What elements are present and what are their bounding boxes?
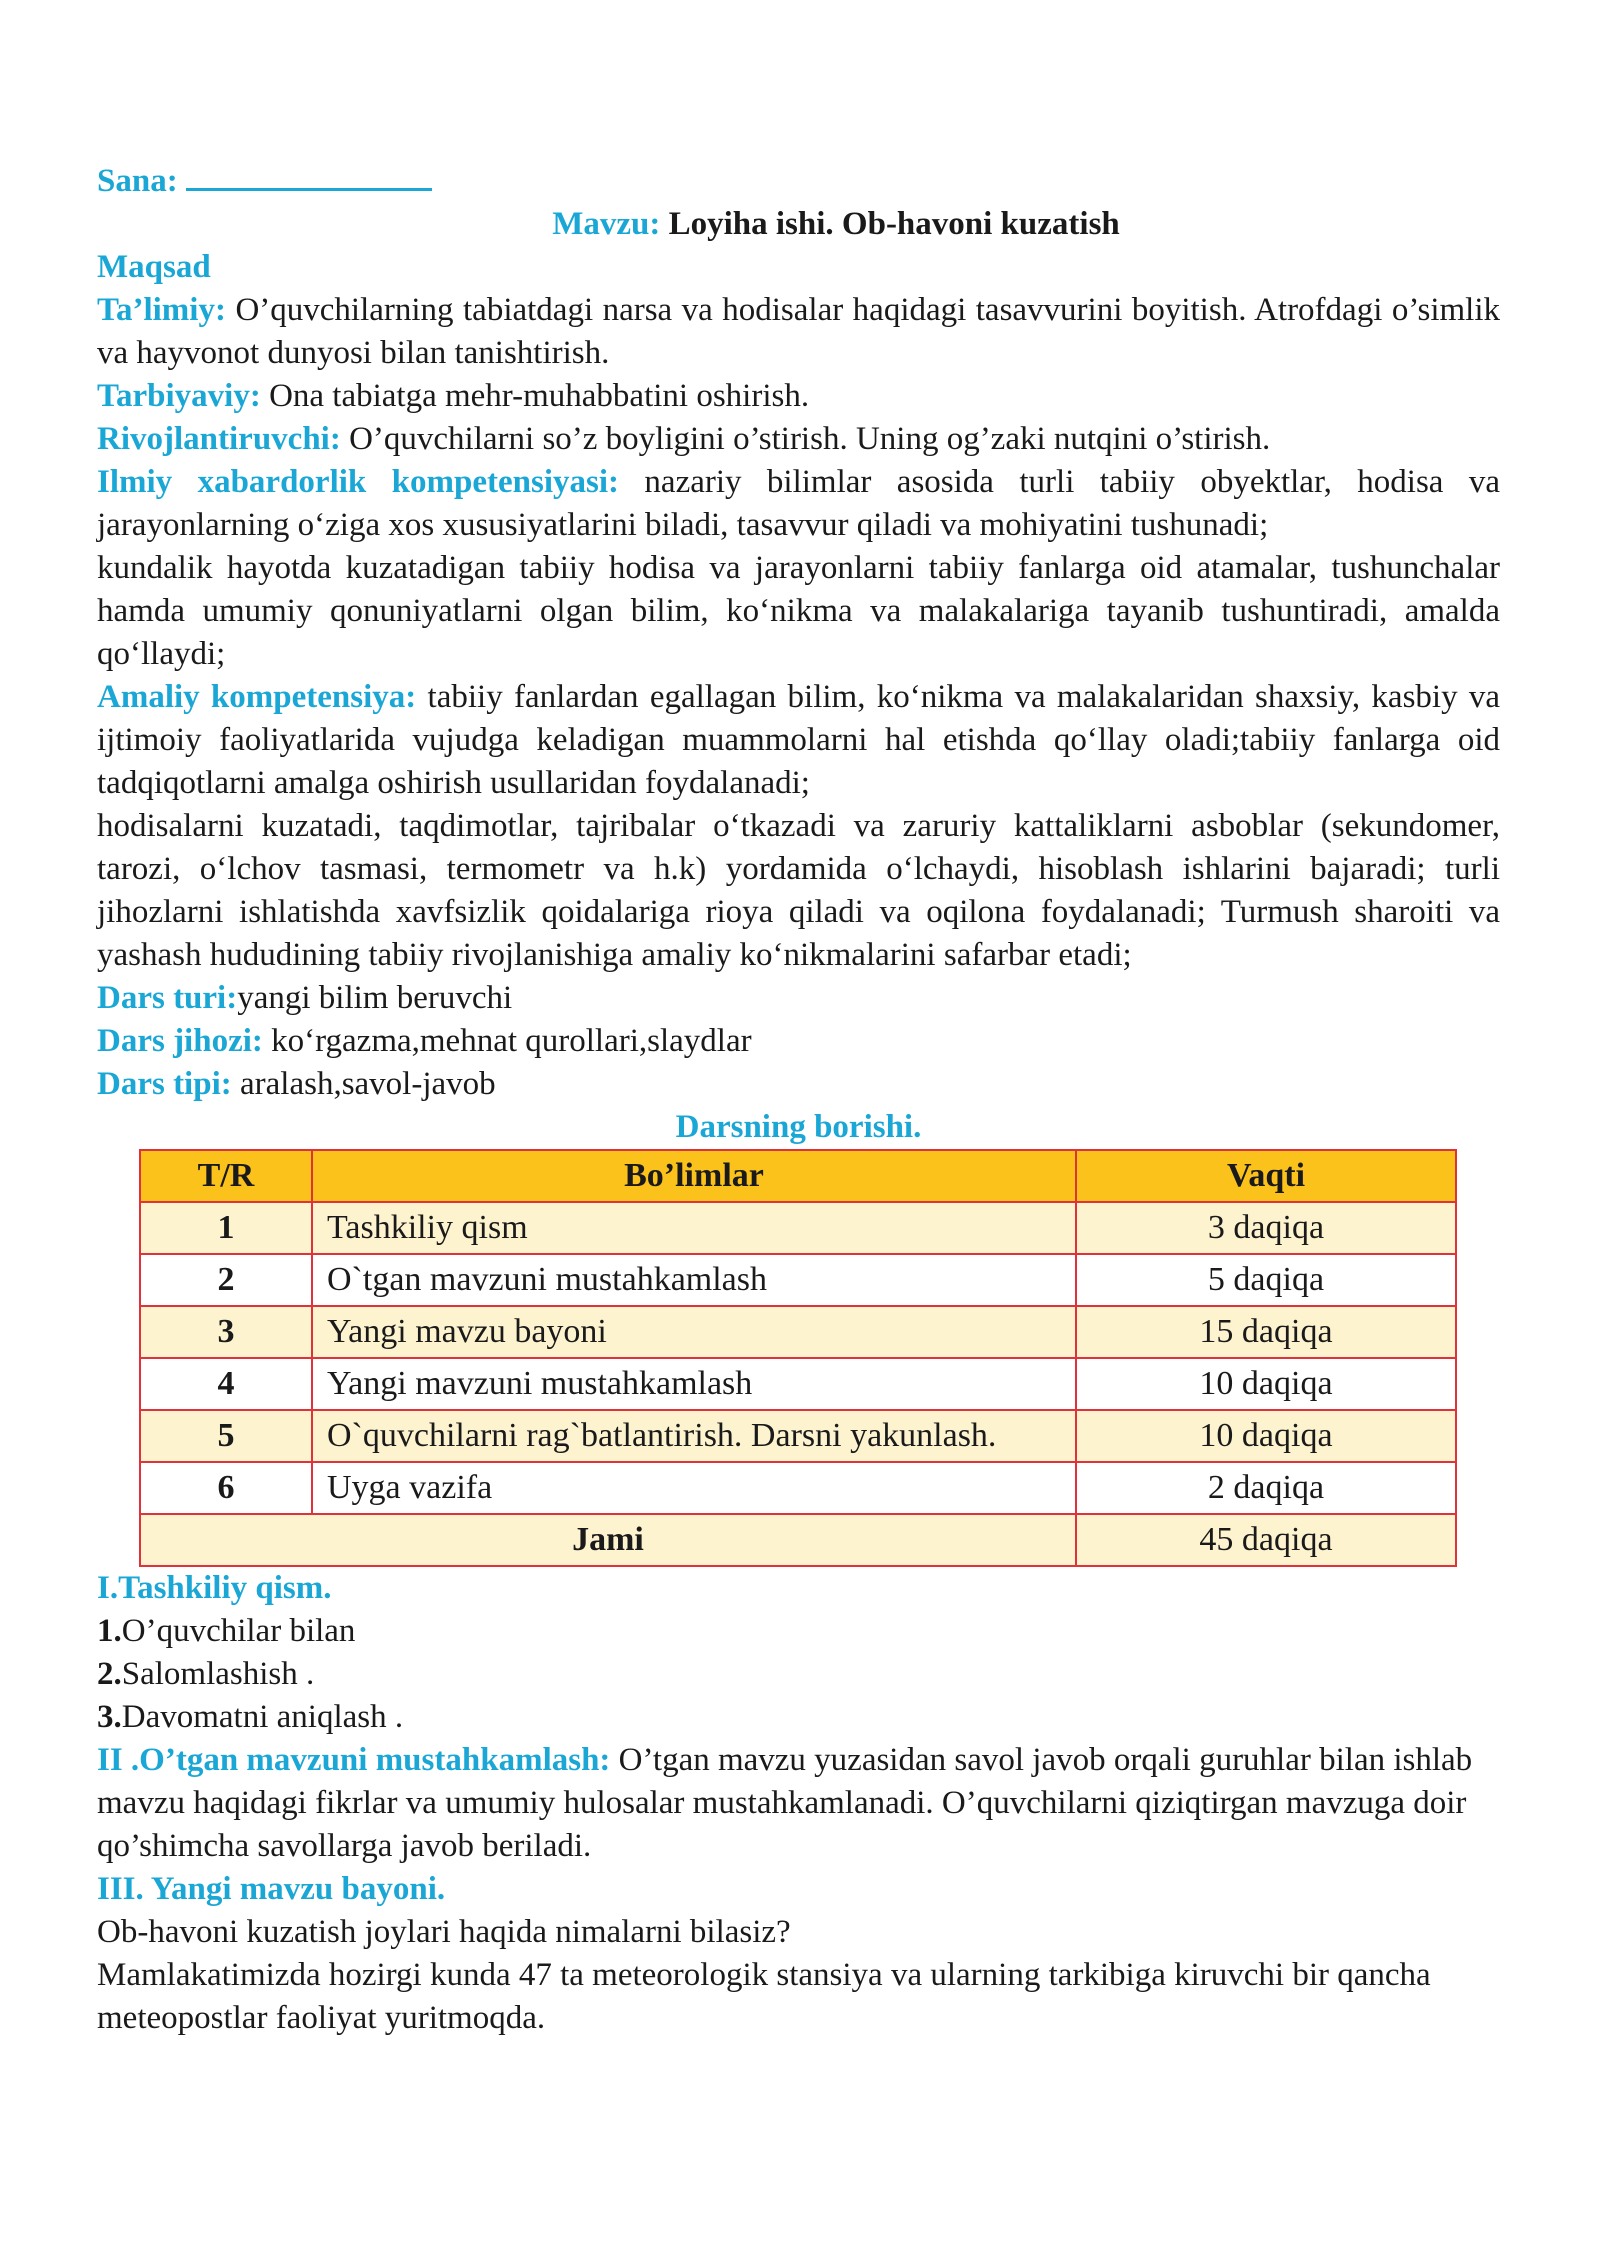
- date-blank: [186, 160, 432, 191]
- row-number: 2: [140, 1254, 312, 1306]
- header-number: T/R: [140, 1150, 312, 1202]
- section-2: [97, 1739, 1500, 1868]
- upbringing-goal-label: Tarbiyaviy:: [97, 378, 261, 414]
- list-item-number: 2.: [97, 1656, 122, 1692]
- developmental-goal: [97, 418, 1500, 461]
- section-2-heading: II .O’tgan mavzuni mustahkamlash:: [97, 1742, 611, 1778]
- row-number: 4: [140, 1358, 312, 1410]
- upbringing-goal: [97, 375, 1500, 418]
- total-label: Jami: [140, 1514, 1076, 1566]
- practical-competence-cont: hodisalarni kuzatadi, taqdimotlar, tajribalar o‘tkazadi va zaruriy kattaliklarni asboblar (sekundomer, tarozi, o‘lchov tasmasi, termometr va h.k) yordamida o‘lchaydi, hisoblash ishlarini bajaradi; turli jihozlarni ishlatishda xavfsizlik qoidalariga rioya qiladi va oqilona foydalanadi; Turmush sharoiti va yashash hududining tabiiy rivojlanishiga amaliy ko‘nikmalarini safarbar etadi;: [97, 808, 1500, 973]
- list-item: [97, 1696, 1500, 1739]
- scientific-competence: [97, 461, 1500, 547]
- section-3-heading: III. Yangi mavzu bayoni.: [97, 1871, 446, 1907]
- header-sections: Bo’limlar: [312, 1150, 1076, 1202]
- topic-title: Loyiha ishi. Ob-havoni kuzatish: [668, 206, 1120, 242]
- topic-label: Mavzu:: [552, 206, 661, 242]
- list-item: [97, 1653, 1500, 1696]
- upbringing-goal-text: Ona tabiatga mehr-muhabbatini oshirish.: [269, 378, 810, 414]
- list-item-text: Davomatni aniqlash .: [121, 1699, 404, 1735]
- list-item-text: O’quvchilar bilan: [121, 1613, 356, 1649]
- list-item-number: 1.: [97, 1613, 122, 1649]
- section-1-heading: I.Tashkiliy qism.: [97, 1570, 332, 1606]
- table-row: [140, 1462, 1456, 1514]
- practical-competence-label: Amaliy kompetensiya:: [97, 679, 417, 715]
- table-row: [140, 1358, 1456, 1410]
- goal-heading: Maqsad: [97, 249, 211, 285]
- row-section: O`tgan mavzuni mustahkamlash: [312, 1254, 1076, 1306]
- scientific-competence-text-1: nazariy bilimlar asosida turli tabiiy obyektlar, hodisa va jarayonlarning o‘ziga xos xususiyatlarini biladi, tasavvur qiladi va mohiyatini tushunadi;: [97, 464, 1500, 543]
- table-row: [140, 1202, 1456, 1254]
- row-time: 10 daqiqa: [1076, 1410, 1456, 1462]
- date-label: Sana:: [97, 163, 178, 199]
- lesson-equipment-label: Dars jihozi:: [97, 1023, 263, 1059]
- row-section: Yangi mavzuni mustahkamlash: [312, 1358, 1076, 1410]
- table-row: [140, 1410, 1456, 1462]
- scientific-competence-cont: kundalik hayotda kuzatadigan tabiiy hodisa va jarayonlarni tabiiy fanlarga oid atamalar, tushunchalar hamda umumiy qonuniyatlarni olgan bilim, ko‘nikma va malakalariga tayanib tushuntiradi, amalda qo‘llaydi;: [97, 550, 1500, 672]
- section-3-question: Ob-havoni kuzatish joylari haqida nimalarni bilasiz?: [97, 1914, 791, 1950]
- row-time: 2 daqiqa: [1076, 1462, 1456, 1514]
- list-item-text: Salomlashish .: [121, 1656, 315, 1692]
- lesson-type-label: Dars turi:: [97, 980, 238, 1016]
- educational-goal-text: O’quvchilarning tabiatdagi narsa va hodisalar haqidagi tasavvurini boyitish. Atrofdagi o’simlik va hayvonot dunyosi bilan tanishtirish.: [97, 292, 1501, 371]
- row-time: 5 daqiqa: [1076, 1254, 1456, 1306]
- lesson-equipment: [97, 1020, 1500, 1063]
- list-item-number: 3.: [97, 1699, 122, 1735]
- lesson-kind: [97, 1063, 1500, 1106]
- row-section: Yangi mavzu bayoni: [312, 1306, 1076, 1358]
- row-section: Uyga vazifa: [312, 1462, 1076, 1514]
- topic-line: [97, 203, 1500, 246]
- date-line: [97, 160, 1500, 203]
- row-time: 3 daqiqa: [1076, 1202, 1456, 1254]
- table-row: [140, 1254, 1456, 1306]
- header-time: Vaqti: [1076, 1150, 1456, 1202]
- list-item: [97, 1610, 1500, 1653]
- row-time: 10 daqiqa: [1076, 1358, 1456, 1410]
- lesson-plan-page: [97, 160, 1500, 2040]
- row-number: 6: [140, 1462, 312, 1514]
- table-header-row: [140, 1150, 1456, 1202]
- total-time: 45 daqiqa: [1076, 1514, 1456, 1566]
- row-section: O`quvchilarni rag`batlantirish. Darsni yakunlash.: [312, 1410, 1076, 1462]
- lesson-schedule-table: [139, 1149, 1457, 1567]
- lesson-type: [97, 977, 1500, 1020]
- table-row: [140, 1306, 1456, 1358]
- section-2-text: O’tgan mavzu yuzasidan savol javob orqali guruhlar bilan ishlab mavzu haqidagi fikrlar va umumiy hulosalar mustahkamlanadi. O’quvchilarni qiziqtirgan mavzuga doir qo’shimcha savollarga javob beriladi.: [97, 1742, 1473, 1864]
- row-time: 15 daqiqa: [1076, 1306, 1456, 1358]
- scientific-competence-label: Ilmiy xabardorlik kompetensiyasi:: [97, 464, 620, 500]
- practical-competence: [97, 676, 1500, 805]
- table-total-row: [140, 1514, 1456, 1566]
- row-section: Tashkiliy qism: [312, 1202, 1076, 1254]
- practical-competence-text-1: tabiiy fanlardan egallagan bilim, ko‘nikma va malakalaridan shaxsiy, kasbiy va ijtimoiy faoliyatlarida vujudga keladigan muammolarni hal etishda qo‘llay oladi;tabiiy fanlarga oid tadqiqotlarni amalga oshirish usullaridan foydalanadi;: [97, 679, 1500, 801]
- row-number: 1: [140, 1202, 312, 1254]
- lesson-equipment-text: ko‘rgazma,mehnat qurollari,slaydlar: [271, 1023, 752, 1059]
- lesson-flow-heading: Darsning borishi.: [675, 1109, 922, 1145]
- lesson-kind-text: aralash,savol-javob: [240, 1066, 496, 1102]
- row-number: 3: [140, 1306, 312, 1358]
- developmental-goal-text: O’quvchilarni so’z boyligini o’stirish. Uning og’zaki nutqini o’stirish.: [349, 421, 1271, 457]
- developmental-goal-label: Rivojlantiruvchi:: [97, 421, 341, 457]
- lesson-type-text: yangi bilim beruvchi: [237, 980, 513, 1016]
- row-number: 5: [140, 1410, 312, 1462]
- educational-goal: [97, 289, 1500, 375]
- lesson-kind-label: Dars tipi:: [97, 1066, 232, 1102]
- educational-goal-label: Ta’limiy:: [97, 292, 226, 328]
- section-3-text: Mamlakatimizda hozirgi kunda 47 ta meteorologik stansiya va ularning tarkibiga kiruvchi bir qancha meteopostlar faoliyat yuritmoqda.: [97, 1957, 1431, 2036]
